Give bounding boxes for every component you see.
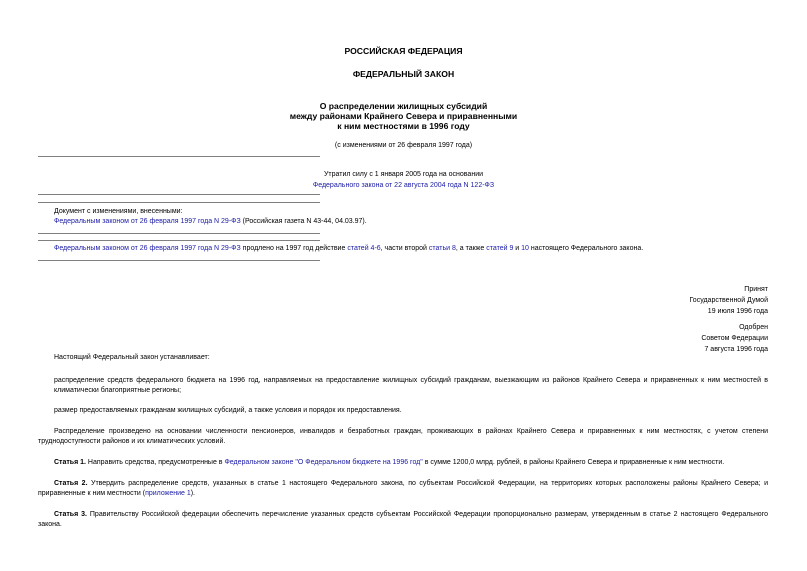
lapse-law-link[interactable]: Федерального закона от 22 августа 2004 года N 122-ФЗ (312, 182, 495, 189)
approval-label: Одобрен (739, 324, 768, 331)
article-2-label: Статья 2. (54, 480, 88, 487)
article-3 (38, 510, 768, 530)
law-title-line-3: к ним местностями в 1996 году (337, 121, 470, 131)
document-type-heading: ФЕДЕРАЛЬНЫЙ ЗАКОН (352, 69, 455, 79)
law-title (0, 101, 807, 131)
provision-item-3: Распределение произведено на основании численности пенсионеров, инвалидов и безработных граждан, проживающих в районах Крайнего Севера и приравненных к ним местностях, с учетом степени труднодоступности районов и их климатических условий. (38, 428, 768, 445)
law-title-line-1: О распределении жилищных субсидий (319, 101, 488, 111)
budget-law-link[interactable]: Федеральном законе "О Федеральном бюджете на 1996 год" (224, 459, 423, 466)
changes-law-link[interactable]: Федеральным законом от 26 февраля 1997 года N 29-ФЗ (54, 218, 241, 225)
extension-text: настоящего Федерального закона. (528, 245, 644, 252)
extension-text: , а также (455, 245, 487, 252)
lapse-text: Утратил силу с 1 января 2005 года на основании (323, 171, 484, 178)
country-heading: РОССИЙСКАЯ ФЕДЕРАЦИЯ (344, 46, 463, 56)
adoption-date: 19 июля 1996 года (707, 308, 768, 315)
council-approval (701, 322, 768, 355)
duma-adoption (689, 284, 768, 317)
article-9-link[interactable]: статей 9 (486, 245, 514, 252)
changes-source: (Российская газета N 43-44, 04.03.97). (240, 218, 367, 225)
extension-note (54, 244, 643, 254)
changes-label: Документ с изменениями, внесенными: (54, 208, 183, 215)
article-text: Утвердить распределение средств, указанных в статье 1 настоящего Федерального закона, по субъектам Российской Федерации, на территориях которых расположены районы Крайнего Севера; и приравненные к ним местности ( (38, 480, 768, 497)
appendix-1-link[interactable]: приложение 1 (145, 490, 191, 497)
divider (38, 202, 320, 203)
article-1 (54, 458, 724, 468)
divider (38, 233, 320, 234)
divider (38, 156, 320, 157)
extension-law-link[interactable]: Федеральным законом от 26 февраля 1997 года N 29-ФЗ (54, 245, 241, 252)
approval-body: Советом Федерации (701, 335, 768, 342)
extension-text: , части второй (380, 245, 429, 252)
adoption-body: Государственной Думой (689, 297, 768, 304)
article-10-link[interactable]: 10 (521, 245, 529, 252)
intro-paragraph: Настоящий Федеральный закон устанавливает: (54, 354, 210, 361)
article-8-link[interactable]: статьи 8 (428, 245, 456, 252)
adoption-label: Принят (744, 286, 768, 293)
provision-text: распределение средств федерального бюджета на 1996 год, направляемых на предоставление жилищных субсидий гражданам, выезжающим из районов Крайнего Севера и приравненных к ним местностей в климатически благоприятные регионы; (54, 377, 768, 394)
article-text: Направить средства, предусмотренные в (85, 459, 225, 466)
article-text: в сумме 1200,0 млрд. рублей, в районы Крайнего Севера и приравненные к ним местности. (422, 459, 725, 466)
extension-text: продлено на 1997 год действие (240, 245, 348, 252)
provision-item-2: размер предоставляемых гражданам жилищных субсидий, а также условия и порядок их предоставления. (54, 407, 402, 414)
article-text: Правительству Российской федерации обеспечить перечисление указанных средств субъектам Российской Федерации пропорционально размерам, утвержденным в статье 2 настоящего Федерального закона. (38, 511, 768, 528)
divider (38, 240, 320, 241)
approval-date: 7 августа 1996 года (704, 346, 768, 353)
article-3-label: Статья 3. (54, 511, 87, 518)
law-title-line-2: между районами Крайнего Севера и приравненными (289, 111, 518, 121)
provision-item-1 (54, 376, 768, 396)
lapse-notice (0, 169, 807, 191)
articles-4-6-link[interactable]: статей 4-6 (347, 245, 381, 252)
article-2 (38, 479, 768, 499)
changes-block (54, 207, 367, 227)
amendments-note: (с изменениями от 26 февраля 1997 года) (334, 142, 473, 149)
article-1-label: Статья 1. (54, 459, 86, 466)
article-text: ). (190, 490, 195, 497)
extension-text: и (513, 245, 522, 252)
divider (38, 260, 320, 261)
divider (38, 194, 320, 195)
